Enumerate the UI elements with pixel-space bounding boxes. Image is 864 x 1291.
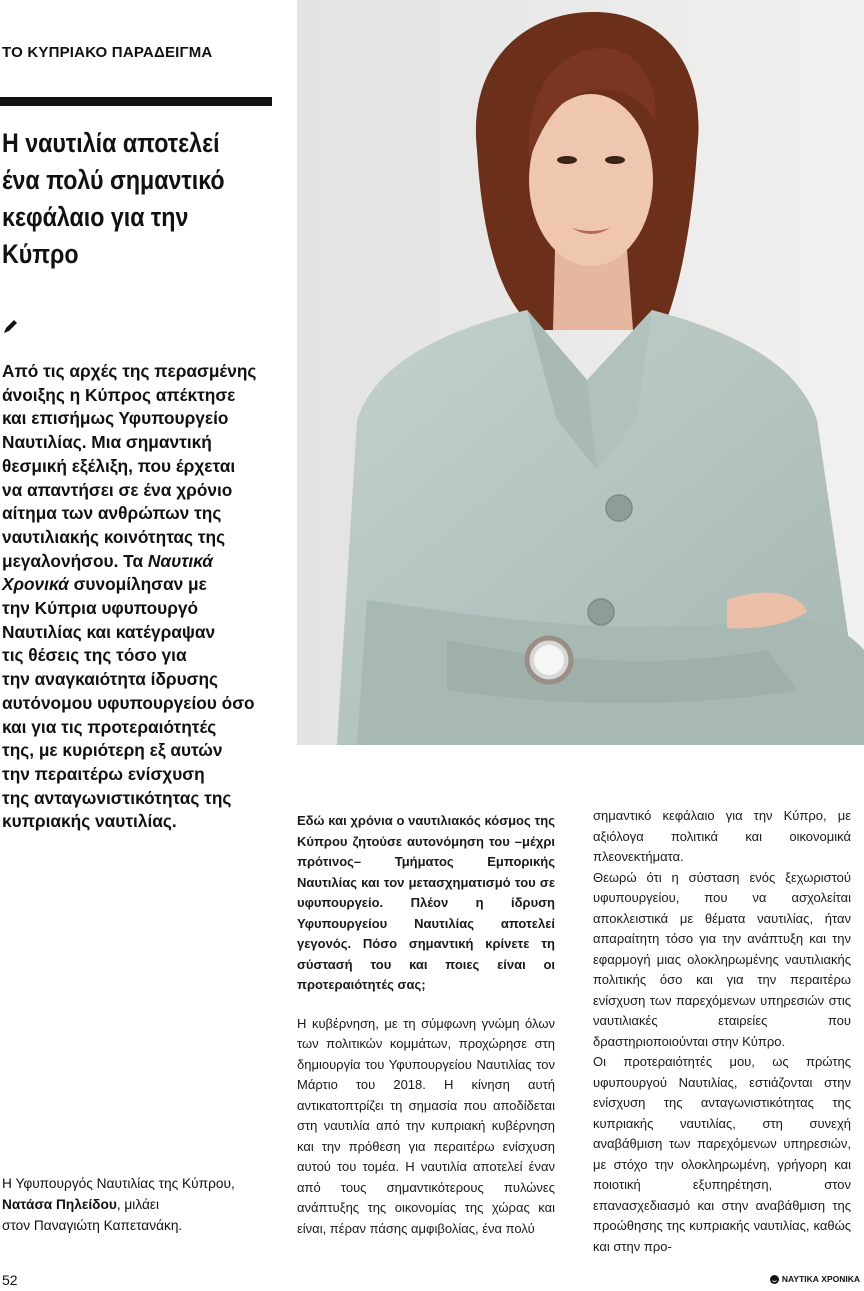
page-number: 52 — [2, 1272, 18, 1288]
photo-caption: Η Υφυπουργός Ναυτιλίας της Κύπρου, Νατάσα Πηλείδου, μιλάει στον Παναγιώτη Καπετανάκη. — [2, 1176, 235, 1233]
brand-logo-icon — [770, 1275, 779, 1284]
interview-question: Εδώ και χρόνια ο ναυτιλιακός κόσμος της Κύπρου ζητούσε αυτονόμηση του –μέχρι πρότινος– Τμήματος Εμπορικής Ναυτιλίας και τον μετασχηματισμό του σε υφυπουργείο. Πλέον η ίδρυση Υφυπουργείου Ναυτιλίας αποτελεί γεγονός. Πόσο σημαντική κρίνετε τη σύστασή του και ποιες είναι οι προτεραιότητές σας; — [297, 813, 555, 992]
portrait-photo — [297, 0, 864, 745]
article-column-1 — [297, 811, 555, 1239]
magazine-brand: ΝΑΥΤΙΚΑ ΧΡΟΝΙΚΑ — [770, 1274, 860, 1284]
interviewee-name: Νατάσα Πηλείδου — [2, 1197, 117, 1212]
article-column-2 — [593, 806, 851, 1257]
paragraph: Οι προτεραιότητές μου, ως πρώτης υφυπουργού Ναυτιλίας, εστιάζονται στην ενίσχυση της ανταγωνιστικότητας της κυπριακής ναυτιλίας, στη συνεχή αναβάθμιση των παρεχόμενων υπηρεσιών, με στόχο την ολοκληρωμένη, γρήγορη και ποιοτική εξυπηρέτηση, στον επανασχεδιασμό και στην αναβάθμιση της προώθησης της κυπριακής ναυτιλίας, καθώς και στην προ- — [593, 1054, 851, 1254]
lead-paragraph: Από τις αρχές της περασμένης άνοιξης η Κύπρος απέκτησε και επισήμως Υφυπουργείο Ναυτιλίας. Μια σημαντική θεσμική εξέλιξη, που έρχεται να απαντήσει σε ένα χρόνιο αίτημα των ανθρώπων της ναυτιλιακής κοινότητας της μεγαλονήσου. Τα Ναυτικά Χρονικά συνομίλησαν με την Κύπρια υφυπουργό Ναυτιλίας και κατέγραψαν τις θέσεις της τόσο για την αναγκαιότητα ίδρυσης αυτόνομου υφυπουργείου όσο και για τις προτεραιότητές της, με κυριότερη εξ αυτών την περαιτέρω ενίσχυση της ανταγωνιστικότητας της κυπριακής ναυτιλίας. — [2, 361, 257, 832]
paragraph: σημαντικό κεφάλαιο για την Κύπρο, με αξιόλογα πολιτικά και οικονομικά πλεονεκτήματα. — [593, 808, 851, 864]
pen-icon — [2, 317, 20, 335]
section-kicker: ΤΟ ΚΥΠΡΙΑΚΟ ΠΑΡΑΔΕΙΓΜΑ — [2, 44, 213, 61]
section-rule — [0, 97, 272, 106]
paragraph: Θεωρώ ότι η σύσταση ενός ξεχωριστού υφυπουργείου, που να ασχολείται αποκλειστικά με θέματα ναυτιλίας, ήταν απαραίτητη τόσο για την ανάπτυξη και την εφαρμογή μιας ολοκληρωμένης ναυτιλιακής πολιτικής όσο και για την περαιτέρω ενίσχυση των παρεχόμενων υπηρεσιών στις ναυτιλιακές εταιρείες που δραστηριοποιούνται στην Κύπρο. — [593, 869, 851, 1049]
magazine-name: Ναυτικά Χρονικά — [2, 550, 213, 595]
interview-answer: Η κυβέρνηση, με τη σύμφωνη γνώμη όλων των πολιτικών κομμάτων, προχώρησε στη δημιουργία του Υφυπουργείου Ναυτιλίας τον Μάρτιο του 2018. Η κίνηση αυτή αντικατοπτρίζει τη σημασία που αποδίδεται στη ναυτιλία από την κυπριακή κυβέρνηση και την πρόθεση για περαιτέρω ενίσχυση αυτού του τομέα. Η ναυτιλία αποτελεί έναν από τους σημαντικότερους πυλώνες ανάπτυξης της οικονομίας της χώρας και είναι, πέραν πάσης αμφιβολίας, ένα πολύ — [297, 1015, 555, 1236]
article-headline: Η ναυτιλία αποτελεί ένα πολύ σημαντικό κεφάλαιο για την Κύπρο — [2, 128, 225, 269]
